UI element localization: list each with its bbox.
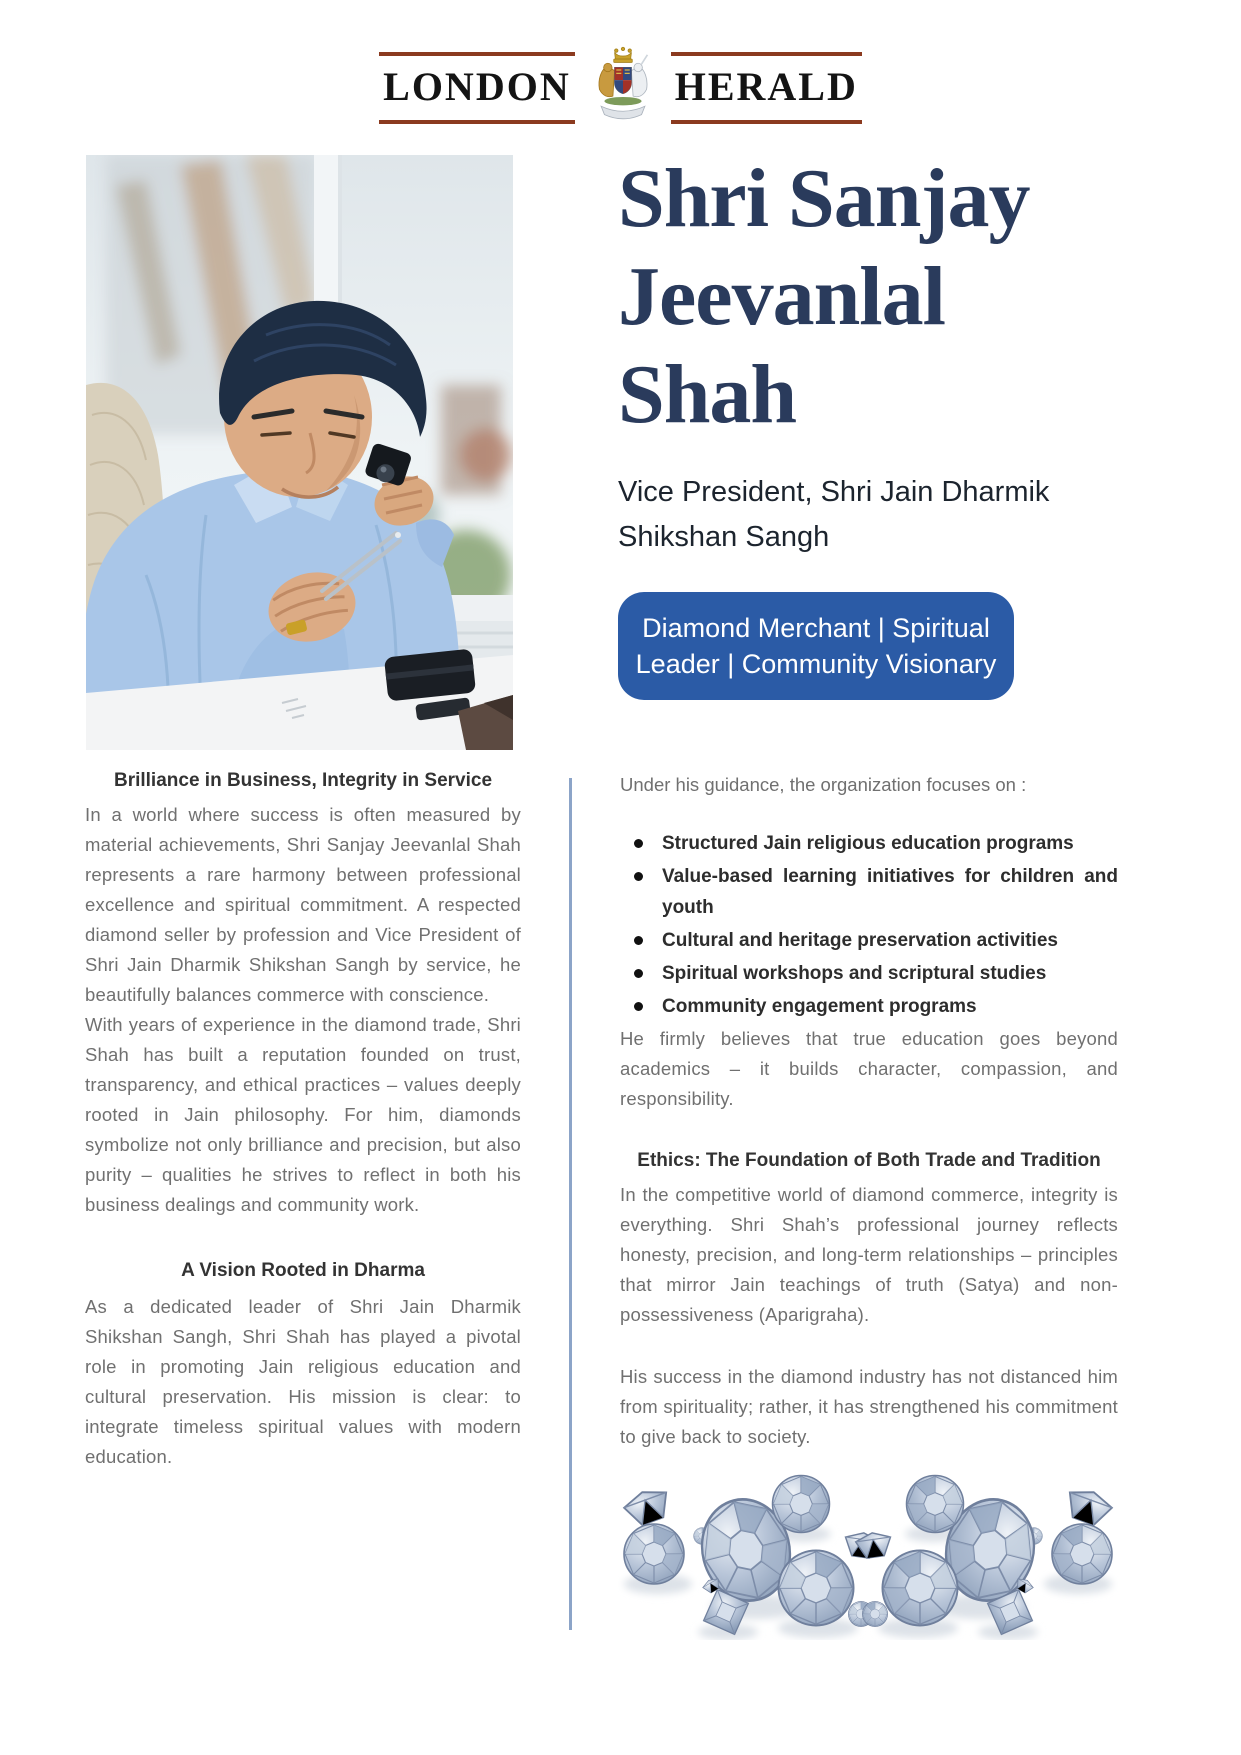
list-item-label: Spiritual workshops and scriptural studies: [662, 963, 1047, 984]
list-item-label: Cultural and heritage preservation activities: [662, 930, 1058, 951]
list-item: [620, 925, 1118, 956]
paragraph: His success in the diamond industry has not distanced him from spirituality; rather, it has strengthened his commitment to give back to society.: [620, 1366, 1118, 1447]
list-item: [620, 958, 1118, 989]
list-item: [620, 991, 1118, 1022]
paragraph: In the competitive world of diamond commerce, integrity is everything. Shri Shah’s professional journey reflects honesty, precision, and long-term relationships – principles that mirror Jain teachings of truth (Satya) and non-possessiveness (Aparigraha).: [620, 1184, 1118, 1325]
masthead-rule-top-right: [671, 52, 862, 56]
paragraph: In a world where success is often measured by material achievements, Shri Sanjay Jeevanlal Shah represents a rare harmony between professional excellence and spiritual commitment. A respected diamond seller by profession and Vice President of Shri Jain Dharmik Shikshan Sangh by service, he beautifully balances commerce with conscience.: [85, 804, 521, 1005]
list-item-label: Value-based learning initiatives for children and youth: [662, 866, 1118, 918]
page-title: [618, 150, 1123, 444]
masthead: [0, 42, 1241, 134]
masthead-rule-top-left: [379, 52, 575, 56]
right-column: [620, 770, 1118, 1452]
hero-block: [618, 150, 1123, 700]
royal-coat-of-arms-icon: [591, 38, 655, 134]
masthead-word-herald: HERALD: [674, 64, 858, 109]
section-heading-vision: A Vision Rooted in Dharma: [181, 1260, 425, 1281]
bullet-dot-icon: [634, 872, 643, 881]
masthead-left: [379, 52, 575, 124]
paragraph: As a dedicated leader of Shri Jain Dharmik Shikshan Sangh, Shri Shah has played a pivotal role in promoting Jain religious education and cultural preservation. His mission is clear: to integrate timeless spiritual values with modern education.: [85, 1296, 521, 1467]
masthead-word-london: LONDON: [383, 64, 571, 109]
role-badge: Diamond Merchant | Spiritual Leader | Community Visionary: [618, 592, 1014, 700]
masthead-right: [671, 52, 862, 124]
section-heading-brilliance: Brilliance in Business, Integrity in Service: [113, 770, 493, 791]
paragraph: With years of experience in the diamond trade, Shri Shah has built a reputation founded on trust, transparency, and ethical practices – values deeply rooted in Jain philosophy. For him, diamonds symbolize not only brilliance and precision, but also purity – qualities he strives to reflect in both his business dealings and community work.: [85, 1014, 521, 1215]
list-item-label: Structured Jain religious education programs: [662, 833, 1074, 854]
left-column: [85, 770, 521, 1472]
bullet-dot-icon: [634, 839, 643, 848]
bullet-dot-icon: [634, 936, 643, 945]
page-title-line-3: Shah: [618, 348, 797, 441]
bullet-dot-icon: [634, 1002, 643, 1011]
list-item: [620, 828, 1118, 859]
column-divider: [569, 778, 572, 1630]
masthead-rule-bottom-right: [671, 120, 862, 124]
bullet-dot-icon: [634, 969, 643, 978]
list-item-label: Community engagement programs: [662, 996, 977, 1017]
masthead-rule-bottom-left: [379, 120, 575, 124]
page-title-line-2: Jeevanlal: [618, 250, 945, 343]
blue-diamonds-cluster-image: [618, 1462, 1118, 1640]
focus-intro: Under his guidance, the organization focuses on :: [620, 774, 1027, 795]
focus-list: [620, 828, 1118, 1022]
page-title-line-1: Shri Sanjay: [618, 152, 1030, 245]
section-heading-ethics: Ethics: The Foundation of Both Trade and Tradition: [637, 1150, 1101, 1171]
subtitle: Vice President, Shri Jain Dharmik Shikshan Sangh: [618, 476, 1050, 553]
paragraph: He firmly believes that true education goes beyond academics – it builds character, compassion, and responsibility.: [620, 1028, 1118, 1109]
man-inspecting-diamond-with-loupe-photo: [86, 155, 513, 750]
list-item: [620, 861, 1118, 923]
